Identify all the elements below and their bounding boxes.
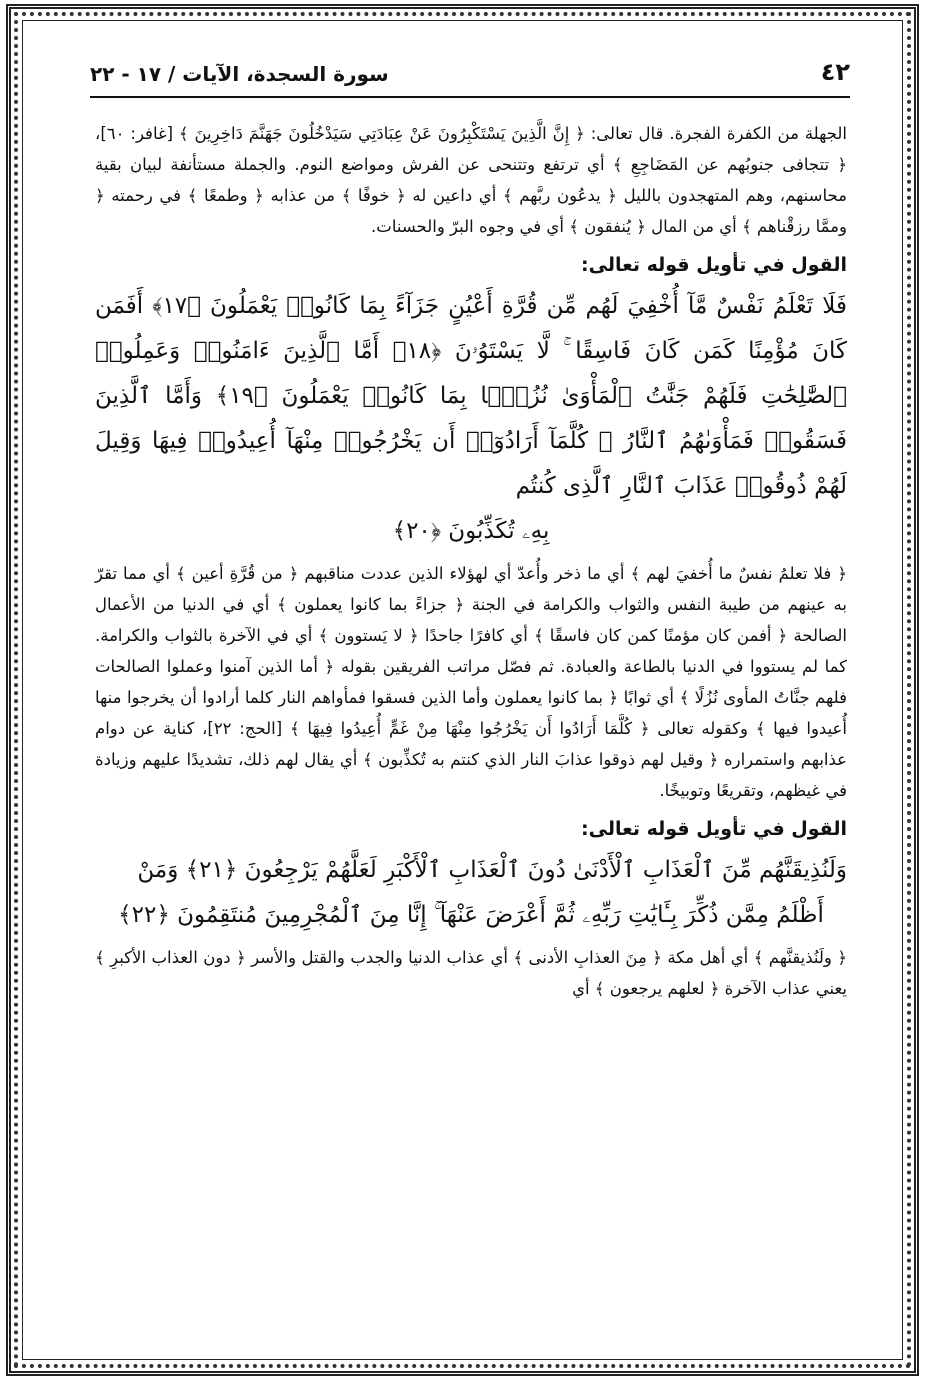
quran-verse-22: أَظْلَمُ مِمَّن ذُكِّرَ بِـَٔايَٰتِ رَبِّهِۦ ثُمَّ أَعْرَضَ عَنْهَآ ۚ إِنَّا مِنَ ٱلْمُجْرِمِينَ مُنتَقِمُونَ ﴿٢٢﴾ bbox=[118, 902, 824, 928]
commentary-paragraph-1: الجهلة من الكفرة الفجرة. قال تعالى: ﴿ إِنَّ الَّذِينَ يَسْتَكْبِرُونَ عَنْ عِبَادَتِي سَيَدْخُلُونَ جَهَنَّمَ دَاخِرِينَ ﴾ [غافر: ٦٠]، ﴿ تتجافى جنوبُهم عن المَضَاجِعِ ﴾ أي ترتفع وتتنحى عن الفرش ومواضع النوم. والجملة مستأنفة لبيان بقية محاسنهم، وهم المتهجدون بالليل ﴿ يدعُون ربَّهم ﴾ أي داعين له ﴿ خوفًا ﴾ من عذابه ﴿ وطمعًا ﴾ في رحمته ﴿ وممَّا رزقْناهم ﴾ أي من المال ﴿ يُنفقون ﴾ أي في وجوه البرّ والحسنات. bbox=[95, 124, 847, 236]
commentary-paragraph-3: ﴿ ولَنُذيقنَّهم ﴾ أي أهل مكة ﴿ مِنَ العذابِ الأدنى ﴾ أي عذاب الدنيا والجدب والقتل والأسر ﴿ دون العذاب الأكبرِ ﴾ يعني عذاب الآخرة ﴿ لعلهم يرجعون ﴾ أي bbox=[95, 948, 847, 998]
quran-verses-17-20: فَلَا تَعْلَمُ نَفْسٌ مَّآ أُخْفِيَ لَهُم مِّن قُرَّةِ أَعْيُنٍ جَزَآءً بِمَا كَانُوا۟ يَعْمَلُونَ ﴿١٧﴾ أَفَمَن كَانَ مُؤْمِنًا كَمَن كَانَ فَاسِقًا ۚ لَّا يَسْتَوُۥنَ ﴿١٨﴾ أَمَّا ٱلَّذِينَ ءَامَنُوا۟ وَعَمِلُوا۟ ٱلصَّٰلِحَٰتِ فَلَهُمْ جَنَّٰتُ ٱلْمَأْوَىٰ نُزُلًۢا بِمَا كَانُوا۟ يَعْمَلُونَ ﴿١٩﴾ وَأَمَّا ٱلَّذِينَ فَسَقُوا۟ فَمَأْوَىٰهُمُ ٱلنَّارُ ۖ كُلَّمَآ أَرَادُوٓا۟ أَن يَخْرُجُوا۟ مِنْهَآ أُعِيدُوا۟ فِيهَا وَقِيلَ لَهُمْ ذُوقُوا۟ عَذَابَ ٱلنَّارِ ٱلَّذِى كُنتُم bbox=[95, 293, 847, 499]
quran-verse-21: وَلَنُذِيقَنَّهُم مِّنَ ٱلْعَذَابِ ٱلْأَدْنَىٰ دُونَ ٱلْعَذَابِ ٱلْأَكْبَرِ لَعَلَّهُمْ يَرْجِعُونَ ﴿٢١﴾ وَمَنْ bbox=[137, 857, 847, 883]
section-heading-1: القول في تأويل قوله تعالى: bbox=[581, 254, 847, 276]
page-content bbox=[95, 118, 847, 1004]
section-heading-2: القول في تأويل قوله تعالى: bbox=[581, 818, 847, 840]
commentary-paragraph-2: ﴿ فلا تعلمُ نفسٌ ما أُخفيَ لهم ﴾ أي ما ذخر وأُعدّ أي لهؤلاء الذين عددت مناقبهم ﴿ من قُرَّةِ أعين ﴾ أي مما تقرّ به عينهم من طيبة النفس والثواب والكرامة في الجنة ﴿ جزاءً بما كانوا يعملون ﴾ أي في الدنيا من الأعمال الصالحة ﴿ أفمن كان مؤمنًا كمن كان فاسقًا ﴾ أي كافرًا جاحدًا ﴿ لا يَستوون ﴾ أي في الآخرة بالثواب والكرامة. كما لم يستووا في الدنيا بالطاعة والعبادة. ثم فصّل مراتب الفريقين بقوله ﴿ أما الذين آمنوا وعملوا الصالحات فلهم جنَّاتُ المأوى نُزُلًا ﴾ أي ثوابًا ﴿ بما كانوا يعملون وأما الذين فسقوا فمأواهم النار كلما أرادوا أن يخرجوا منها أُعيدوا فيها ﴾ وكقوله تعالى ﴿ كُلَّمَا أَرَادُوا أَن يَخْرُجُوا مِنْهَا مِنْ غَمٍّ أُعِيدُوا فِيهَا ﴾ [الحج: ٢٢]، كناية عن دوام عذابهم واستمراره ﴿ وقيل لهم ذوقوا عذابَ النار الذي كنتم به تُكذِّبون ﴾ أي يقال لهم ذلك، تشديدًا عليهم وزيادة في غيظهم، وتقريعًا وتوبيخًا. bbox=[95, 564, 847, 800]
page-header bbox=[90, 56, 850, 98]
quran-verse-20-end: بِهِۦ تُكَذِّبُونَ ﴿٢٠﴾ bbox=[392, 518, 550, 544]
page-number: ٤٢ bbox=[820, 58, 850, 86]
running-title: سورة السجدة، الآيات / ١٧ - ٢٢ bbox=[90, 62, 389, 86]
